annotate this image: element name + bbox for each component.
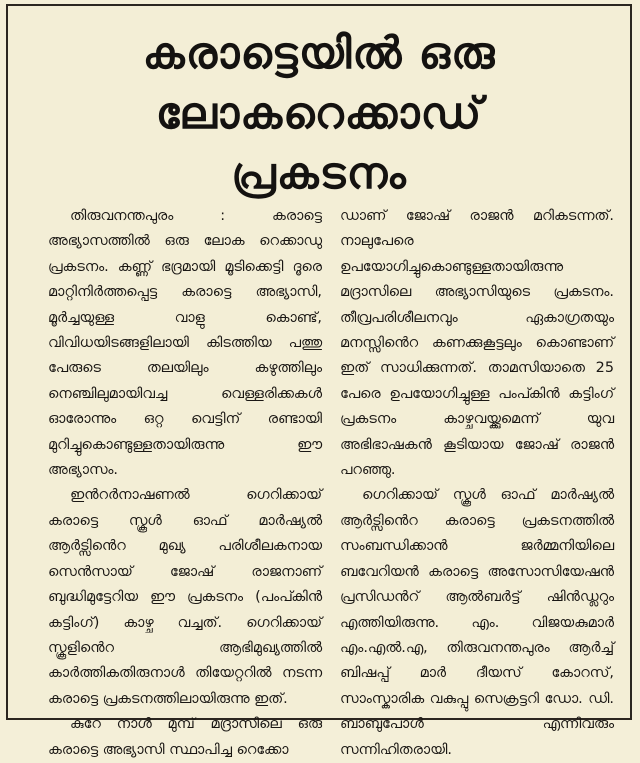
paragraph: കുറേ നാൾ മുമ്പ് മദ്രാസിലെ ഒരു കരാട്ടെ അഭ്യാസി സ്ഥാപിച്ച റെക്കോ bbox=[48, 716, 322, 758]
paragraph: തിരുവനന്തപുരം : കരാട്ടെ അഭ്യാസത്തിൽ ഒരു ലോക റെക്കാഡു പ്രകടനം. കണ്ണ് ഭദ്രമായി മൂടിക്കെട്ടി ദൂരെ മാറ്റിനിർത്തപ്പെട്ട കരാട്ടെ അഭ്യാസി, മൂർച്ചയുള്ള വാളു കൊണ്ട്, വിവിധയിടങ്ങളിലായി കിടത്തിയ പത്തു പേരുടെ തലയിലും കഴുത്തിലും നെഞ്ചിലുമായിവച്ച വെള്ളരിക്കകൾ ഓരോന്നും ഒറ്റ വെട്ടിന് രണ്ടായി മുറിച്ചുകൊണ്ടുള്ളതായിരുന്നു ഈ അഭ്യാസം. bbox=[48, 208, 322, 479]
paragraph: ഡാണ് ജോഷ് രാജൻ മറികടന്നത്. നാലുപേരെ ഉപയോഗിച്ചുകൊണ്ടുള്ളതായിരുന്നു മദ്രാസിലെ അഭ്യാസിയുടെ പ്രകടനം. തീവ്രപരിശീലനവും ഏകാഗ്രതയും മനസ്സിൻെറ കണക്കുകൂട്ടലും കൊണ്ടാണ് ഇത് സാധിക്കുന്നത്. താമസിയാതെ 25 പേരെ ഉപയോഗിച്ചുള്ള പംപ്കിൻ കട്ടിംഗ് പ്രകടനം കാഴ്ചവയ്ക്കുമെന്ന് യുവ അഭിഭാഷകൻ കൂടിയായ ജോഷ് രാജൻ പറഞ്ഞു. bbox=[340, 208, 614, 479]
column-left bbox=[48, 204, 322, 758]
paragraph: ഇൻറർനാഷണൽ ഗെറിക്കായ് കരാട്ടെ സ്കൂൾ ഓഫ് മാർഷ്യൽ ആർട്സിൻെറ മുഖ്യ പരിശീലകനായ സെൻസായ് ജോഷ് രാജനാണ് ബുദ്ധിമുട്ടേറിയ ഈ പ്രകടനം (പംപ്കിൻ കട്ടിംഗ്) കാഴ്ച വച്ചത്. ഗെറിക്കായ് സ്കൂളിൻെറ ആഭിമുഖ്യത്തിൽ കാർത്തികതിരുനാൾ തിയേറ്ററിൽ നടന്ന കരാട്ടെ പ്രകടനത്തിലായിരുന്നു ഇത്. bbox=[48, 487, 322, 707]
newspaper-clipping bbox=[6, 4, 632, 758]
column-right bbox=[340, 204, 614, 758]
paragraph: ഗെറിക്കായ് സ്കൂൾ ഓഫ് മാർഷ്യൽ ആർട്സിൻെറ കരാട്ടെ പ്രകടനത്തിൽ സംബന്ധിക്കാൻ ജർമ്മനിയിലെ ബവേറിയൻ കരാട്ടെ അസോസിയേഷൻ പ്രസിഡൻറ് ആൽബർട്ട് ഷിൻഡ്ലറും എത്തിയിരുന്നു. എം. വിജയകുമാർ എം.എൽ.എ, തിരുവനന്തപുരം ആർച്ച് ബിഷപ്പ് മാർ ദീയസ് കോറസ്, സാംസ്കാരിക വകുപ്പു സെക്രട്ടറി ഡോ. ഡി. ബാബുപോൾ എന്നിവരും സന്നിഹിതരായി. bbox=[340, 487, 614, 758]
article-body bbox=[48, 204, 614, 758]
headline-line-3: പ്രകടനം bbox=[231, 148, 407, 199]
headline-line-2: ലോകറെക്കാഡ് bbox=[155, 88, 483, 139]
headline bbox=[8, 24, 630, 204]
headline-line-1: കരാട്ടെയിൽ ഒരു bbox=[142, 28, 496, 79]
